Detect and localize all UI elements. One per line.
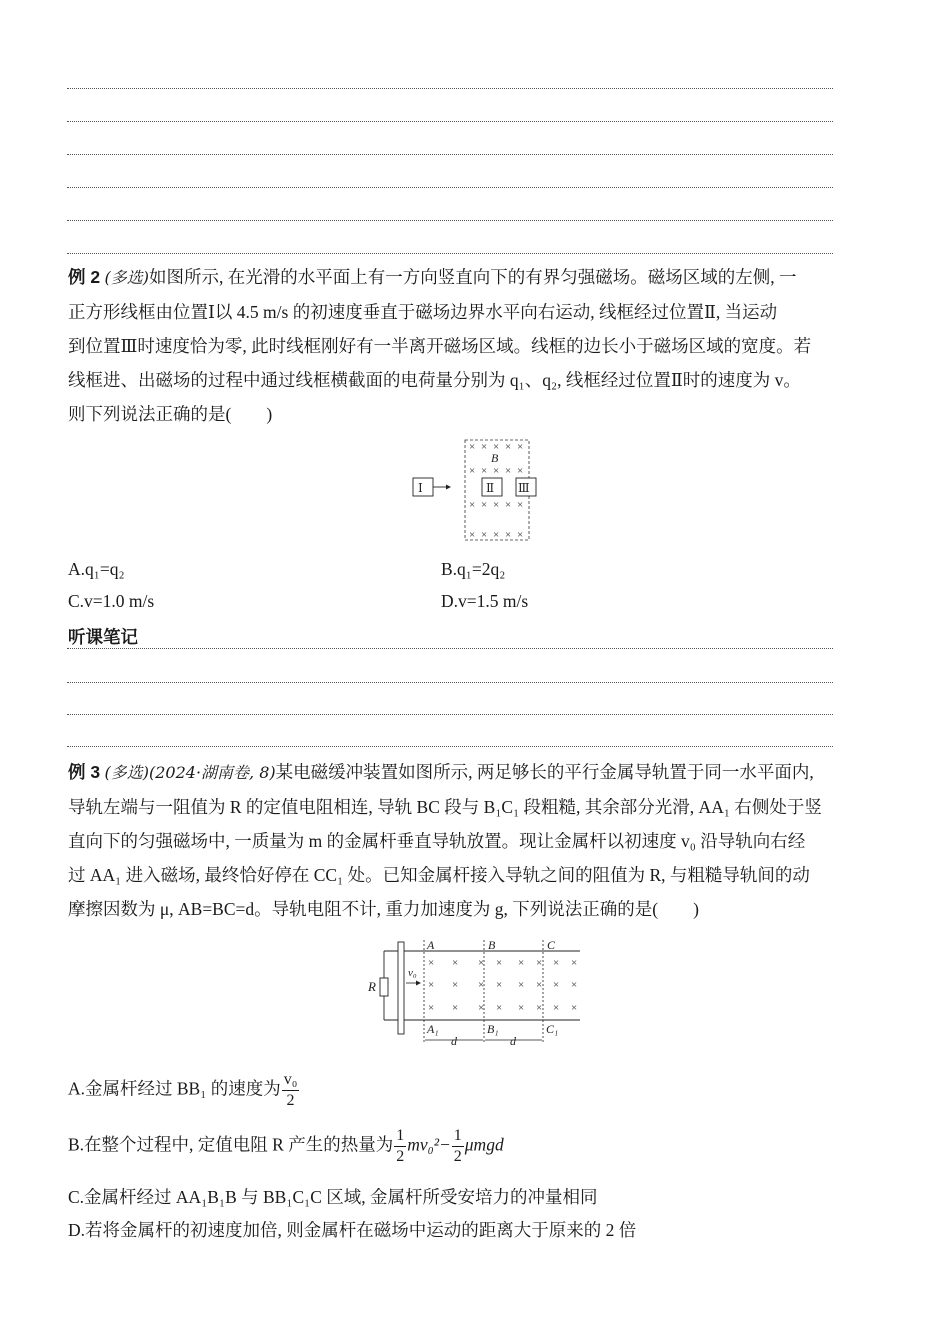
- metal-rod: [398, 942, 404, 1034]
- resistor-label: R: [368, 979, 376, 994]
- example3-line3: 直向下的匀强磁场中, 一质量为 m 的金属杆垂直导轨放置。现让金属杆以初速度 v₀ 沿导轨向右经: [68, 831, 806, 851]
- field-cross: ×: [493, 499, 500, 511]
- field-cross: ×: [469, 529, 476, 541]
- field-cross: ×: [536, 979, 543, 991]
- note-line: [67, 154, 833, 155]
- note-line: [67, 121, 833, 122]
- example2-option-c[interactable]: C.v=1.0 m/s: [68, 591, 155, 611]
- field-cross: ×: [496, 1002, 503, 1014]
- field-cross: ×: [469, 441, 476, 453]
- option-b-fraction-1: [394, 1128, 406, 1165]
- dim-bc-label: d: [510, 1034, 516, 1048]
- field-cross: ×: [571, 979, 578, 991]
- example3-option-a[interactable]: [68, 1072, 300, 1109]
- point-c-label: C: [547, 938, 556, 952]
- note-line: [67, 187, 833, 188]
- field-cross: ×: [571, 1002, 578, 1014]
- field-cross: ×: [469, 465, 476, 477]
- field-cross: ×: [505, 529, 512, 541]
- example3-line2: 导轨左端与一阻值为 R 的定值电阻相连, 导轨 BC 段与 B₁C₁ 段粗糙, 其余部分光滑, AA₁ 右侧处于竖: [68, 797, 822, 817]
- frac-den: 2: [396, 1148, 405, 1165]
- velocity-arrowhead: [446, 485, 451, 490]
- note-line: [67, 220, 833, 221]
- example3-line4: 过 AA₁ 进入磁场, 最终恰好停在 CC₁ 处。已知金属杆接入导轨之间的阻值为 R, 与粗糙导轨间的动: [68, 865, 810, 885]
- example2-figure: [405, 436, 555, 546]
- field-cross: ×: [536, 1002, 543, 1014]
- field-cross: ×: [493, 441, 500, 453]
- field-cross: ×: [505, 499, 512, 511]
- field-cross: ×: [493, 465, 500, 477]
- field-cross: ×: [505, 441, 512, 453]
- field-cross: ×: [452, 957, 459, 969]
- note-line: [67, 746, 833, 747]
- option-b-end: μmgd: [464, 1134, 504, 1155]
- example2-option-b[interactable]: B.q₁=2q₂: [441, 559, 506, 579]
- field-cross: ×: [553, 957, 560, 969]
- position-1-frame: [413, 478, 433, 496]
- example2-text: [68, 260, 888, 431]
- example3-option-d[interactable]: D.若将金属杆的初速度加倍, 则金属杆在磁场中运动的距离大于原来的 2 倍: [68, 1220, 637, 1240]
- option-a-text: A.金属杆经过 BB₁ 的速度为: [68, 1078, 281, 1099]
- field-cross: ×: [493, 529, 500, 541]
- resistor: [380, 978, 388, 996]
- note-line: [67, 253, 833, 254]
- example2-line4: 线框进、出磁场的过程中通过线框横截面的电荷量分别为 q₁、q₂, 线框经过位置Ⅱ时的速度为 v。: [68, 370, 801, 390]
- example2-option-a[interactable]: A.q₁=q₂: [68, 559, 125, 579]
- point-b-label: B: [488, 938, 496, 952]
- field-cross: ×: [478, 957, 485, 969]
- example3-tag: (多选): [104, 763, 149, 782]
- note-line: [67, 714, 833, 715]
- point-a1-label: A₁: [427, 1022, 439, 1036]
- field-cross: ×: [481, 441, 488, 453]
- example2-label: 例 2: [68, 267, 101, 287]
- frac-den: 2: [286, 1092, 295, 1109]
- frac-num: v₀: [282, 1072, 300, 1091]
- option-b-fraction-2: [452, 1128, 464, 1165]
- example2-line2: 正方形线框由位置Ⅰ以 4.5 m/s 的初速度垂直于磁场边界水平向右运动, 线框经过位置Ⅱ, 当运动: [68, 302, 778, 322]
- field-cross: ×: [571, 957, 578, 969]
- example3-text: [68, 755, 888, 926]
- field-cross: ×: [452, 979, 459, 991]
- field-cross: ×: [553, 1002, 560, 1014]
- position-2-label: Ⅱ: [486, 481, 495, 495]
- option-b-mid: mv₀²−: [407, 1134, 451, 1155]
- field-cross: ×: [505, 465, 512, 477]
- field-cross: ×: [536, 957, 543, 969]
- field-cross: ×: [452, 1002, 459, 1014]
- example3-line5: 摩擦因数为 μ, AB=BC=d。导轨电阻不计, 重力加速度为 g, 下列说法正确的是( ): [68, 899, 699, 919]
- note-line: [67, 682, 833, 683]
- field-cross: ×: [518, 1002, 525, 1014]
- field-cross: ×: [517, 441, 524, 453]
- option-a-fraction: [282, 1072, 300, 1109]
- example3-figure: [366, 938, 588, 1050]
- frac-num: 1: [452, 1128, 464, 1147]
- frac-num: 1: [394, 1128, 406, 1147]
- field-cross: ×: [496, 979, 503, 991]
- example3-option-b[interactable]: [68, 1128, 504, 1165]
- point-a-label: A: [427, 938, 435, 952]
- field-cross: ×: [428, 957, 435, 969]
- example3-line1: 某电磁缓冲装置如图所示, 两足够长的平行金属导轨置于同一水平面内,: [275, 762, 814, 782]
- field-cross: ×: [481, 499, 488, 511]
- point-b1-label: B₁: [487, 1022, 499, 1036]
- field-cross: ×: [518, 979, 525, 991]
- note-line: [67, 88, 833, 89]
- field-cross: ×: [428, 979, 435, 991]
- velocity-arrowhead: [416, 981, 421, 986]
- field-label-b: B: [491, 451, 499, 465]
- position-3-label: Ⅲ: [518, 481, 530, 495]
- field-cross: ×: [518, 957, 525, 969]
- option-b-text: B.在整个过程中, 定值电阻 R 产生的热量为: [68, 1134, 394, 1155]
- field-cross: ×: [517, 529, 524, 541]
- example2-tag: (多选): [104, 268, 149, 287]
- field-cross: ×: [478, 1002, 485, 1014]
- example2-line1: 如图所示, 在光滑的水平面上有一方向竖直向下的有界匀强磁场。磁场区域的左侧, 一: [148, 267, 797, 287]
- example2-line3: 到位置Ⅲ时速度恰为零, 此时线框刚好有一半离开磁场区域。线框的边长小于磁场区域的宽度。若: [68, 336, 812, 356]
- example3-label: 例 3: [68, 762, 101, 782]
- example2-line5: 则下列说法正确的是( ): [68, 404, 273, 424]
- dim-ab-label: d: [451, 1034, 457, 1048]
- example3-source: (2024·湖南卷, 8): [148, 763, 276, 782]
- note-line: [67, 648, 833, 649]
- field-cross: ×: [428, 1002, 435, 1014]
- velocity-label: v₀: [408, 967, 417, 979]
- position-1-label: Ⅰ: [418, 481, 423, 495]
- field-cross: ×: [496, 957, 503, 969]
- field-cross: ×: [517, 499, 524, 511]
- field-cross: ×: [517, 465, 524, 477]
- example2-option-d[interactable]: D.v=1.5 m/s: [441, 591, 529, 611]
- point-c1-label: C₁: [546, 1022, 559, 1036]
- field-cross: ×: [481, 465, 488, 477]
- field-cross: ×: [481, 529, 488, 541]
- field-cross: ×: [478, 979, 485, 991]
- notes-title: 听课笔记: [68, 627, 138, 647]
- frac-den: 2: [453, 1148, 462, 1165]
- example3-option-c[interactable]: C.金属杆经过 AA₁B₁B 与 BB₁C₁C 区域, 金属杆所受安培力的冲量相同: [68, 1187, 598, 1207]
- field-cross: ×: [553, 979, 560, 991]
- field-cross: ×: [469, 499, 476, 511]
